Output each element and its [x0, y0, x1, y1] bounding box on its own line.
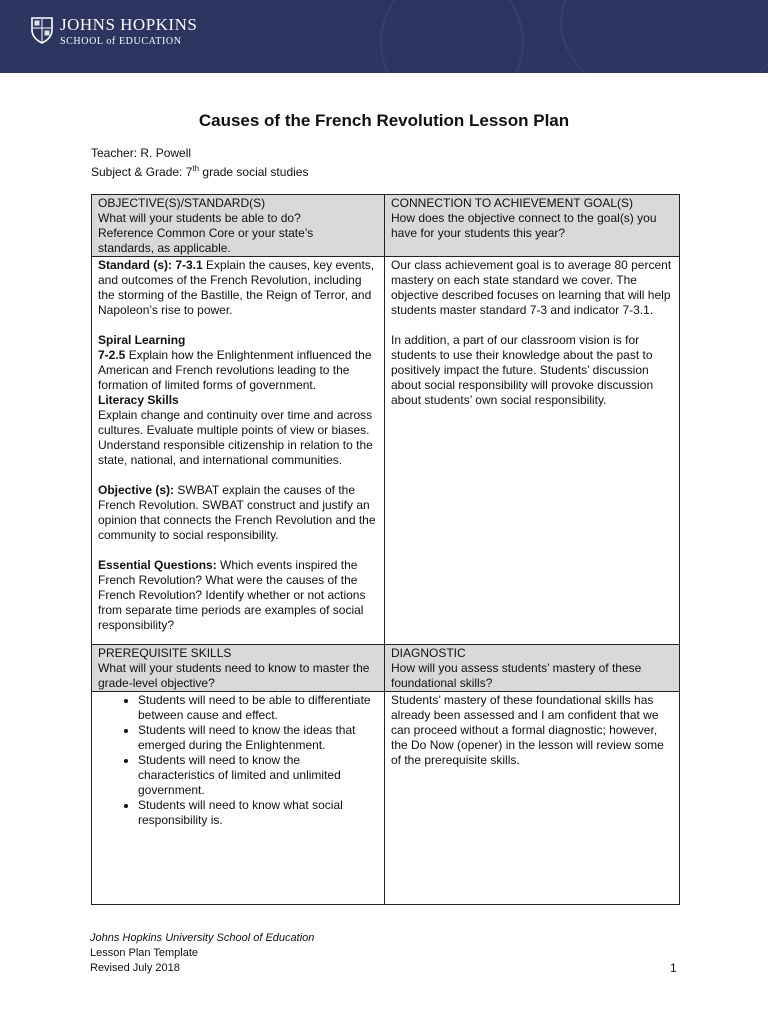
objective-header-title: OBJECTIVE(S)/STANDARD(S) [98, 196, 266, 210]
standard-text: Explain the causes, key events, and outcomes of the French Revolution, including the storming of the Bastille, the Reign of Terror, and Napoleon’s rise to power. [98, 258, 375, 317]
subject-suffix: grade social studies [199, 165, 309, 179]
standard-paragraph [98, 258, 378, 318]
prereq-skills-list [98, 693, 378, 828]
spiral-text: Explain how the Enlightenment influenced the American and French revolutions leading to the formation of limited forms of government. [98, 348, 372, 392]
footer-school: Johns Hopkins University School of Education [90, 932, 315, 944]
subject-superscript: th [192, 164, 200, 173]
table-row [92, 645, 680, 692]
list-item: • Students will need to know the ideas that emerged during the Enlightenment. [138, 723, 378, 753]
page-footer [90, 931, 314, 976]
objective-label: Objective (s): [98, 483, 175, 497]
essential-questions-paragraph [98, 558, 378, 633]
connection-header-question: How does the objective connect to the goal(s) you have for your students this year? [391, 211, 657, 240]
diagnostic-header-question: How will you assess students’ mastery of these foundational skills? [391, 661, 642, 690]
standard-label: Standard (s): 7-3.1 [98, 258, 203, 272]
header-banner [0, 0, 768, 73]
subject-grade-line [91, 161, 308, 180]
prereq-header-question: What will your students need to know to master the grade-level objective? [98, 661, 370, 690]
objective-text: SWBAT explain the causes of the French Revolution. SWBAT construct and justify an opinion that connects the French Revolution and the community to social responsibility. [98, 483, 376, 542]
prereq-header-cell [92, 645, 385, 692]
connection-header-cell [385, 195, 680, 257]
objective-header-note-2: standards, as applicable. [98, 241, 231, 255]
spiral-code: 7-2.5 [98, 348, 126, 362]
list-item: • Students will need to be able to differentiate between cause and effect. [138, 693, 378, 723]
list-item: • Students will need to know the characteristics of limited and unlimited government. [138, 753, 378, 798]
table-row [92, 257, 680, 645]
footer-template: Lesson Plan Template [90, 947, 199, 959]
essential-questions-label: Essential Questions: [98, 558, 217, 572]
diagnostic-header-cell [385, 645, 680, 692]
literacy-skills-text: Explain change and continuity over time and across cultures. Evaluate multiple points of view or biases. Understand responsible citizenship in relation to the state, national, and international communities. [98, 408, 373, 467]
diagnostic-header-title: DIAGNOSTIC [391, 646, 466, 660]
achievement-goal-paragraph-2: In addition, a part of our classroom vision is for students to use their knowledge about the past to positively impact the future. Students’ discussion about social responsibility will provoke discussion about students’ own social responsibility. [391, 333, 654, 407]
logo-line-1: JOHNS HOPKINS [60, 15, 198, 34]
logo-line-2: SCHOOL of EDUCATION [60, 36, 182, 47]
table-row [92, 195, 680, 257]
diagnostic-content-cell [385, 692, 680, 905]
spiral-learning-label: Spiral Learning [98, 333, 186, 347]
shield-icon [30, 16, 54, 44]
spiral-paragraph [98, 348, 378, 393]
essential-questions-text: Which events inspired the French Revolution? What were the causes of the French Revolution? Identify whether or not actions from separate time periods are examples of social responsibility? [98, 558, 366, 632]
lesson-plan-table [91, 194, 680, 905]
teacher-line: Teacher: R. Powell [91, 146, 192, 160]
connection-content-cell [385, 257, 680, 645]
document-title: Causes of the French Revolution Lesson Plan [198, 111, 570, 130]
subject-prefix: Subject & Grade: 7 [91, 165, 193, 179]
background-arc-decoration [560, 0, 768, 73]
objective-header-cell [92, 195, 385, 257]
background-seal-decoration [380, 0, 524, 73]
objective-content-cell [92, 257, 385, 645]
literacy-skills-label: Literacy Skills [98, 393, 179, 407]
table-row [92, 692, 680, 905]
prereq-header-title: PREREQUISITE SKILLS [98, 646, 232, 660]
connection-header-title: CONNECTION TO ACHIEVEMENT GOAL(S) [391, 196, 634, 210]
footer-revised: Revised July 2018 [90, 962, 180, 974]
jhu-logo [30, 16, 197, 48]
objective-header-note-1: Reference Common Core or your state’s [98, 226, 314, 240]
achievement-goal-paragraph-1: Our class achievement goal is to average 80 percent mastery on each state standard we cover. The objective described focuses on learning that will help students master standard 7-3 and indicator 7-3.1. [391, 258, 672, 317]
prereq-content-cell [92, 692, 385, 905]
objective-header-question: What will your students be able to do? [98, 211, 301, 225]
diagnostic-text: Students’ mastery of these foundational skills has already been assessed and I am confident that we can proceed without a formal diagnostic; however, the Do Now (opener) in the lesson will review some of the prerequisite skills. [391, 693, 664, 767]
list-item: • Students will need to know what social responsibility is. [138, 798, 378, 828]
objective-paragraph [98, 483, 378, 543]
page-number: 1 [670, 961, 677, 975]
